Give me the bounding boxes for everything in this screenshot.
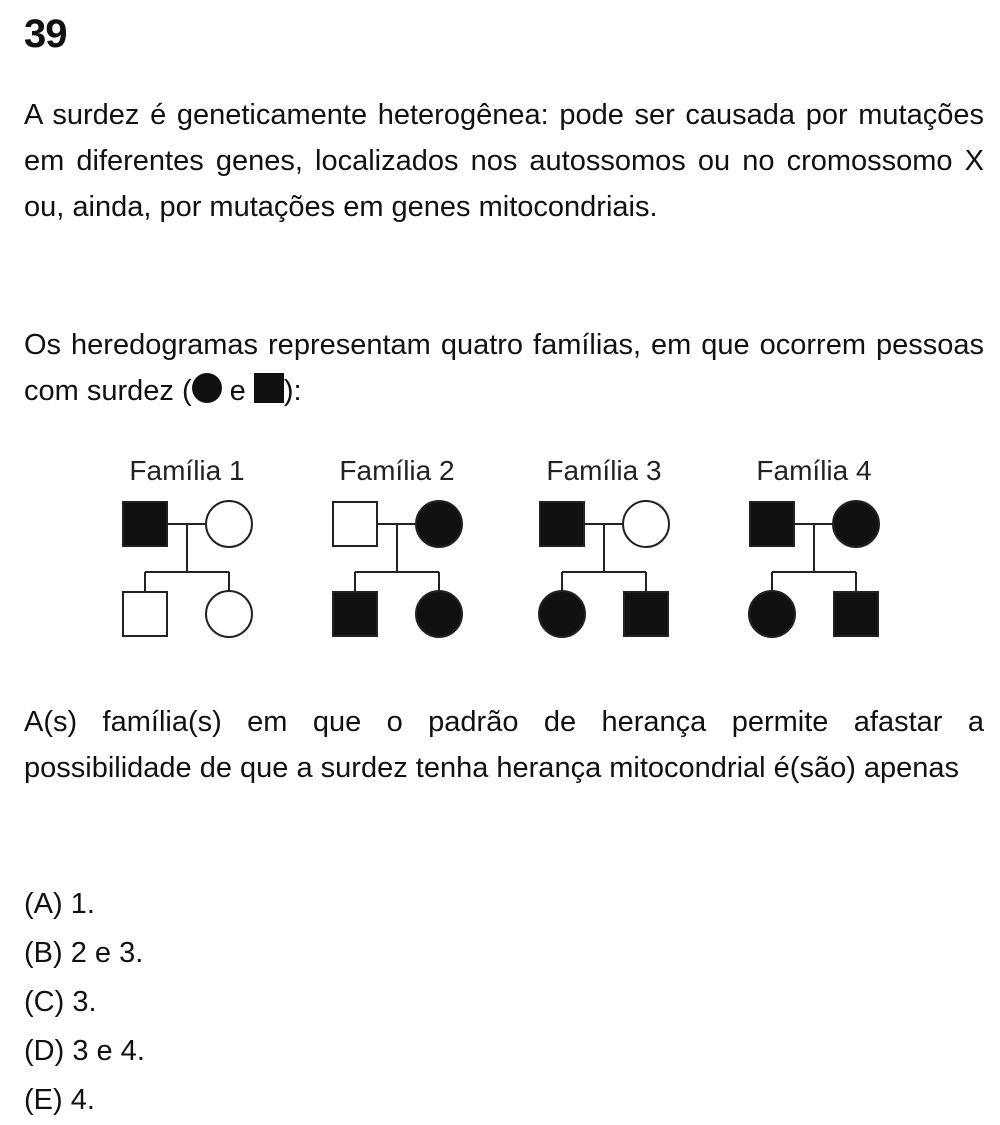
- pedigree-intro-connector: e: [221, 375, 254, 407]
- pedigree-intro-close: ):: [283, 375, 302, 407]
- question-number: 39: [24, 12, 67, 56]
- family-2-mother: [416, 501, 462, 547]
- family-3-mother: [623, 501, 669, 547]
- family-1-child-2: [206, 591, 252, 637]
- pedigree-intro-text: Os heredogramas representam quatro famílias, em que ocorrem pessoas com surdez (: [24, 329, 984, 407]
- family-3-child-1: [539, 591, 585, 637]
- family-1-father: [123, 502, 167, 546]
- affected-male-symbol-icon: [254, 373, 284, 403]
- family-3-child-2: [624, 592, 668, 636]
- pedigree-diagram: [0, 440, 1000, 655]
- family-4-child-1: [749, 591, 795, 637]
- family-1-child-1: [123, 592, 167, 636]
- family-2-label: Família 2: [339, 455, 455, 486]
- family-2-child-1: [333, 592, 377, 636]
- family-3-label: Família 3: [546, 455, 662, 486]
- family-3-father: [540, 502, 584, 546]
- family-4-mother: [833, 501, 879, 547]
- family-2-father: [333, 502, 377, 546]
- answer-options: [24, 880, 145, 1125]
- family-4-label: Família 4: [756, 455, 872, 486]
- affected-female-symbol-icon: [192, 373, 222, 403]
- option-c[interactable]: (C) 3.: [24, 986, 97, 1018]
- option-d[interactable]: (D) 3 e 4.: [24, 1035, 145, 1067]
- pedigree-intro-paragraph: [24, 322, 984, 414]
- family-4-child-2: [834, 592, 878, 636]
- option-a[interactable]: (A) 1.: [24, 888, 95, 920]
- family-1-label: Família 1: [129, 455, 245, 486]
- family-1-mother: [206, 501, 252, 547]
- option-b[interactable]: (B) 2 e 3.: [24, 937, 144, 969]
- family-4-father: [750, 502, 794, 546]
- family-2-child-2: [416, 591, 462, 637]
- question-intro-paragraph: A surdez é geneticamente heterogênea: pode ser causada por mutações em diferentes genes, localizados nos autossomos ou no cromossomo X ou, ainda, por mutações em genes mitocondriais.: [24, 99, 984, 223]
- option-e[interactable]: (E) 4.: [24, 1084, 95, 1116]
- question-stem: A(s) família(s) em que o padrão de herança permite afastar a possibilidade de que a surdez tenha herança mitocondrial é(são) apenas: [24, 706, 984, 784]
